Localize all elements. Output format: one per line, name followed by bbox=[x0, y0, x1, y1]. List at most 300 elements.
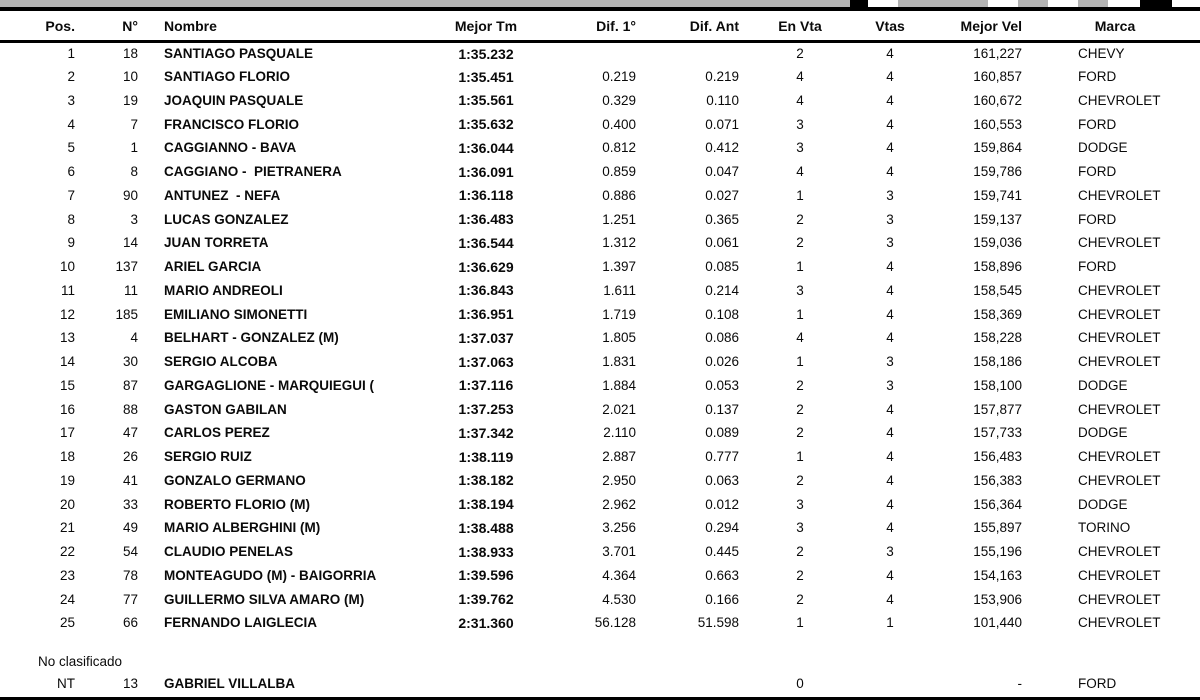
cell-best-speed: 159,786 bbox=[973, 164, 1022, 180]
cell-driver-name: GONZALO GERMANO bbox=[164, 472, 306, 488]
not-classified-table bbox=[0, 672, 1200, 696]
cell-laps: 4 bbox=[886, 259, 894, 275]
table-row bbox=[0, 255, 1200, 279]
table-row bbox=[0, 207, 1200, 231]
cell-on-lap: 4 bbox=[796, 92, 804, 108]
cell-gap-to-first: 1.719 bbox=[602, 306, 636, 322]
cell-brand: CHEVROLET bbox=[1078, 567, 1161, 583]
cell-brand: CHEVROLET bbox=[1078, 92, 1161, 108]
cell-best-speed: 160,553 bbox=[973, 116, 1022, 132]
cell-car-number: 41 bbox=[122, 472, 138, 488]
table-row bbox=[0, 672, 1200, 696]
cell-gap-to-prev: 0.086 bbox=[705, 330, 739, 346]
cell-gap-to-prev: 0.089 bbox=[705, 425, 739, 441]
col-header-best-speed: Mejor Vel bbox=[935, 12, 1030, 41]
cell-gap-to-prev: 0.777 bbox=[705, 449, 739, 465]
cell-gap-to-first: 2.962 bbox=[602, 496, 636, 512]
cell-brand: TORINO bbox=[1078, 520, 1131, 536]
table-row bbox=[0, 421, 1200, 445]
cell-gap-to-prev: 0.108 bbox=[705, 306, 739, 322]
cell-car-number: 49 bbox=[122, 520, 138, 536]
table-row bbox=[0, 231, 1200, 255]
cell-brand: CHEVROLET bbox=[1078, 354, 1161, 370]
cell-gap-to-first: 1.312 bbox=[602, 235, 636, 251]
cell-position: 5 bbox=[67, 140, 75, 156]
cell-driver-name: MARIO ANDREOLI bbox=[164, 282, 283, 298]
cell-best-speed: 159,036 bbox=[973, 235, 1022, 251]
cell-car-number: 77 bbox=[122, 591, 138, 607]
table-row bbox=[0, 587, 1200, 611]
cell-driver-name: GASTON GABILAN bbox=[164, 401, 287, 417]
cell-brand: FORD bbox=[1078, 676, 1117, 692]
cell-driver-name: GARGAGLIONE - MARQUIEGUI ( bbox=[164, 377, 374, 393]
cell-brand: CHEVROLET bbox=[1078, 449, 1161, 465]
table-header-row bbox=[0, 12, 1200, 41]
cell-on-lap: 1 bbox=[796, 449, 804, 465]
checkered-banner bbox=[0, 0, 1200, 12]
cell-best-speed: 153,906 bbox=[973, 591, 1022, 607]
cell-driver-name: GUILLERMO SILVA AMARO (M) bbox=[164, 591, 365, 607]
cell-car-number: 8 bbox=[130, 164, 138, 180]
cell-on-lap: 2 bbox=[796, 211, 804, 227]
table-row bbox=[0, 540, 1200, 564]
cell-gap-to-prev: 0.047 bbox=[705, 164, 739, 180]
cell-best-speed: 160,857 bbox=[973, 69, 1022, 85]
table-row bbox=[0, 41, 1200, 65]
cell-best-speed: 158,545 bbox=[973, 282, 1022, 298]
cell-best-speed: 156,483 bbox=[973, 449, 1022, 465]
table-row bbox=[0, 160, 1200, 184]
cell-gap-to-prev: 0.071 bbox=[705, 116, 739, 132]
cell-best-time: 1:37.342 bbox=[458, 424, 514, 441]
cell-best-time: 1:35.232 bbox=[458, 45, 514, 62]
cell-position: 18 bbox=[59, 449, 75, 465]
cell-best-time: 1:36.629 bbox=[458, 258, 514, 275]
cell-car-number: 78 bbox=[122, 567, 138, 583]
cell-position: 13 bbox=[59, 330, 75, 346]
cell-position: 20 bbox=[59, 496, 75, 512]
table-row bbox=[0, 302, 1200, 326]
banner-gray-bar bbox=[0, 0, 850, 7]
cell-best-speed: - bbox=[1017, 676, 1022, 692]
cell-driver-name: CLAUDIO PENELAS bbox=[164, 544, 294, 560]
cell-gap-to-first: 4.530 bbox=[602, 591, 636, 607]
cell-best-time: 1:35.561 bbox=[458, 92, 514, 109]
cell-gap-to-prev: 0.214 bbox=[705, 282, 739, 298]
banner-gray-block bbox=[1078, 0, 1108, 7]
cell-gap-to-first: 0.859 bbox=[602, 164, 636, 180]
cell-gap-to-prev: 0.412 bbox=[705, 140, 739, 156]
table-row bbox=[0, 89, 1200, 113]
cell-best-time: 1:37.116 bbox=[458, 377, 514, 394]
cell-position: 21 bbox=[59, 520, 75, 536]
cell-brand: FORD bbox=[1078, 259, 1117, 275]
cell-laps: 4 bbox=[886, 425, 894, 441]
cell-best-speed: 159,137 bbox=[973, 211, 1022, 227]
cell-driver-name: FERNANDO LAIGLECIA bbox=[164, 615, 317, 631]
cell-best-time: 1:38.182 bbox=[458, 472, 514, 489]
cell-position: 17 bbox=[59, 425, 75, 441]
col-header-brand: Marca bbox=[1030, 12, 1200, 41]
cell-position: 4 bbox=[67, 116, 75, 132]
cell-position: 12 bbox=[59, 306, 75, 322]
cell-gap-to-prev: 0.027 bbox=[705, 187, 739, 203]
cell-driver-name: BELHART - GONZALEZ (M) bbox=[164, 330, 339, 346]
cell-gap-to-prev: 0.663 bbox=[705, 567, 739, 583]
cell-gap-to-first: 0.886 bbox=[602, 187, 636, 203]
results-table bbox=[0, 12, 1200, 635]
cell-best-time: 1:36.951 bbox=[458, 306, 514, 323]
table-row bbox=[0, 374, 1200, 398]
cell-laps: 4 bbox=[886, 520, 894, 536]
cell-car-number: 10 bbox=[122, 69, 138, 85]
cell-gap-to-first: 0.219 bbox=[602, 69, 636, 85]
col-header-gap-to-prev: Dif. Ant bbox=[650, 12, 755, 41]
cell-car-number: 18 bbox=[122, 46, 138, 62]
cell-laps: 4 bbox=[886, 567, 894, 583]
cell-on-lap: 2 bbox=[796, 567, 804, 583]
cell-driver-name: FRANCISCO FLORIO bbox=[164, 116, 299, 132]
cell-laps: 3 bbox=[886, 544, 894, 560]
cell-on-lap: 2 bbox=[796, 544, 804, 560]
table-row bbox=[0, 445, 1200, 469]
cell-car-number: 26 bbox=[122, 449, 138, 465]
cell-position: 3 bbox=[67, 92, 75, 108]
cell-best-speed: 158,369 bbox=[973, 306, 1022, 322]
cell-gap-to-first: 0.329 bbox=[602, 92, 636, 108]
cell-on-lap: 1 bbox=[796, 306, 804, 322]
table-row bbox=[0, 65, 1200, 89]
cell-gap-to-first: 1.251 bbox=[602, 211, 636, 227]
cell-best-time: 1:36.843 bbox=[458, 282, 514, 299]
cell-brand: DODGE bbox=[1078, 425, 1128, 441]
banner-gray-block bbox=[898, 0, 988, 7]
cell-on-lap: 3 bbox=[796, 496, 804, 512]
cell-car-number: 66 bbox=[122, 615, 138, 631]
cell-best-time: 1:37.037 bbox=[458, 329, 514, 346]
cell-gap-to-prev: 0.219 bbox=[705, 69, 739, 85]
table-row bbox=[0, 279, 1200, 303]
cell-on-lap: 1 bbox=[796, 615, 804, 631]
cell-gap-to-prev: 0.166 bbox=[705, 591, 739, 607]
cell-laps: 3 bbox=[886, 235, 894, 251]
cell-best-time: 1:36.544 bbox=[458, 234, 514, 251]
cell-best-speed: 154,163 bbox=[973, 567, 1022, 583]
cell-driver-name: SERGIO ALCOBA bbox=[164, 354, 278, 370]
table-row bbox=[0, 492, 1200, 516]
cell-on-lap: 4 bbox=[796, 69, 804, 85]
cell-on-lap: 4 bbox=[796, 164, 804, 180]
cell-gap-to-prev: 0.294 bbox=[705, 520, 739, 536]
cell-driver-name: ARIEL GARCIA bbox=[164, 259, 262, 275]
cell-laps: 4 bbox=[886, 282, 894, 298]
cell-driver-name: SERGIO RUIZ bbox=[164, 449, 252, 465]
cell-laps: 3 bbox=[886, 377, 894, 393]
cell-best-speed: 158,228 bbox=[973, 330, 1022, 346]
banner-black-block bbox=[850, 0, 868, 7]
cell-brand: FORD bbox=[1078, 69, 1117, 85]
cell-laps: 3 bbox=[886, 211, 894, 227]
cell-gap-to-prev bbox=[650, 41, 755, 65]
cell-gap-to-first bbox=[530, 672, 650, 696]
cell-gap-to-prev: 0.012 bbox=[705, 496, 739, 512]
cell-driver-name: MARIO ALBERGHINI (M) bbox=[164, 520, 321, 536]
cell-gap-to-first: 3.701 bbox=[602, 544, 636, 560]
cell-gap-to-first: 0.400 bbox=[602, 116, 636, 132]
cell-on-lap: 1 bbox=[796, 259, 804, 275]
table-row bbox=[0, 112, 1200, 136]
cell-on-lap: 1 bbox=[796, 354, 804, 370]
cell-best-speed: 155,897 bbox=[973, 520, 1022, 536]
cell-brand: CHEVY bbox=[1078, 46, 1125, 62]
cell-brand: FORD bbox=[1078, 211, 1117, 227]
cell-car-number: 185 bbox=[115, 306, 138, 322]
cell-best-time: 1:35.632 bbox=[458, 116, 514, 133]
cell-on-lap: 3 bbox=[796, 116, 804, 132]
col-header-car-number: N° bbox=[80, 12, 142, 41]
cell-brand: CHEVROLET bbox=[1078, 235, 1161, 251]
cell-laps: 4 bbox=[886, 164, 894, 180]
cell-driver-name: ANTUNEZ - NEFA bbox=[164, 187, 281, 203]
table-row bbox=[0, 397, 1200, 421]
cell-brand: CHEVROLET bbox=[1078, 187, 1161, 203]
cell-on-lap: 2 bbox=[796, 46, 804, 62]
col-header-driver-name: Nombre bbox=[142, 12, 442, 41]
cell-best-speed: 157,877 bbox=[973, 401, 1022, 417]
cell-best-time: 1:37.063 bbox=[458, 353, 514, 370]
cell-gap-to-prev: 0.026 bbox=[705, 354, 739, 370]
col-header-position: Pos. bbox=[0, 12, 80, 41]
cell-laps: 4 bbox=[886, 92, 894, 108]
cell-gap-to-first: 2.110 bbox=[603, 425, 636, 441]
table-row bbox=[0, 136, 1200, 160]
cell-position: NT bbox=[57, 676, 75, 692]
cell-gap-to-first: 1.831 bbox=[602, 354, 636, 370]
cell-laps: 4 bbox=[886, 591, 894, 607]
cell-driver-name: EMILIANO SIMONETTI bbox=[164, 306, 308, 322]
cell-gap-to-first: 56.128 bbox=[594, 615, 636, 631]
table-row bbox=[0, 326, 1200, 350]
cell-gap-to-prev: 0.063 bbox=[705, 472, 739, 488]
table-row bbox=[0, 611, 1200, 635]
cell-gap-to-prev: 0.137 bbox=[705, 401, 739, 417]
cell-on-lap: 3 bbox=[796, 140, 804, 156]
cell-position: 11 bbox=[60, 282, 75, 298]
cell-on-lap: 4 bbox=[796, 330, 804, 346]
cell-gap-to-first: 2.887 bbox=[602, 449, 636, 465]
cell-best-speed: 159,741 bbox=[973, 187, 1022, 203]
not-classified-label: No clasificado bbox=[38, 653, 123, 669]
cell-laps: 4 bbox=[886, 496, 894, 512]
cell-on-lap: 2 bbox=[796, 425, 804, 441]
cell-driver-name: JOAQUIN PASQUALE bbox=[164, 92, 304, 108]
cell-best-time: 1:37.253 bbox=[458, 401, 514, 418]
cell-laps: 4 bbox=[886, 472, 894, 488]
cell-position: 14 bbox=[59, 354, 75, 370]
cell-on-lap: 2 bbox=[796, 472, 804, 488]
cell-on-lap: 3 bbox=[796, 520, 804, 536]
cell-best-time: 1:36.044 bbox=[458, 139, 514, 156]
cell-position: 24 bbox=[59, 591, 75, 607]
cell-brand: CHEVROLET bbox=[1078, 401, 1161, 417]
cell-best-speed: 156,364 bbox=[973, 496, 1022, 512]
cell-brand: CHEVROLET bbox=[1078, 472, 1161, 488]
cell-gap-to-prev: 0.053 bbox=[705, 377, 739, 393]
cell-gap-to-first: 4.364 bbox=[602, 567, 636, 583]
cell-car-number: 19 bbox=[122, 92, 138, 108]
cell-brand: FORD bbox=[1078, 116, 1117, 132]
cell-brand: CHEVROLET bbox=[1078, 591, 1161, 607]
cell-on-lap: 3 bbox=[796, 282, 804, 298]
cell-best-time: 1:38.194 bbox=[458, 496, 514, 513]
table-row bbox=[0, 184, 1200, 208]
cell-best-speed: 157,733 bbox=[973, 425, 1022, 441]
cell-car-number: 88 bbox=[122, 401, 138, 417]
cell-best-time: 1:38.119 bbox=[458, 448, 514, 465]
cell-driver-name: LUCAS GONZALEZ bbox=[164, 211, 289, 227]
cell-best-speed: 158,896 bbox=[973, 259, 1022, 275]
cell-laps bbox=[845, 672, 935, 696]
cell-driver-name: CAGGIANO - PIETRANERA bbox=[164, 164, 342, 180]
cell-laps: 3 bbox=[886, 187, 894, 203]
cell-car-number: 90 bbox=[122, 187, 138, 203]
col-header-laps: Vtas bbox=[845, 12, 935, 41]
cell-gap-to-prev: 0.085 bbox=[705, 259, 739, 275]
cell-driver-name: ROBERTO FLORIO (M) bbox=[164, 496, 310, 512]
cell-gap-to-first: 2.021 bbox=[602, 401, 636, 417]
cell-best-time: 1:36.118 bbox=[458, 187, 514, 204]
cell-brand: FORD bbox=[1078, 164, 1117, 180]
cell-laps: 4 bbox=[886, 46, 894, 62]
cell-gap-to-prev: 0.445 bbox=[705, 544, 739, 560]
cell-laps: 1 bbox=[886, 615, 894, 631]
cell-car-number: 1 bbox=[130, 140, 138, 156]
cell-best-speed: 159,864 bbox=[973, 140, 1022, 156]
banner-rule bbox=[0, 7, 1200, 11]
cell-laps: 4 bbox=[886, 306, 894, 322]
cell-laps: 4 bbox=[886, 140, 894, 156]
cell-brand: DODGE bbox=[1078, 140, 1128, 156]
cell-car-number: 11 bbox=[123, 282, 138, 298]
cell-position: 15 bbox=[59, 377, 75, 393]
cell-position: 7 bbox=[67, 187, 75, 203]
cell-best-time: 1:39.762 bbox=[458, 591, 514, 608]
cell-brand: CHEVROLET bbox=[1078, 282, 1161, 298]
cell-gap-to-first: 1.611 bbox=[603, 282, 636, 298]
cell-car-number: 30 bbox=[122, 354, 138, 370]
cell-best-speed: 160,672 bbox=[973, 92, 1022, 108]
cell-position: 19 bbox=[59, 472, 75, 488]
cell-driver-name: CAGGIANNO - BAVA bbox=[164, 140, 297, 156]
cell-laps: 4 bbox=[886, 69, 894, 85]
cell-laps: 4 bbox=[886, 116, 894, 132]
cell-car-number: 54 bbox=[122, 544, 138, 560]
cell-brand: CHEVROLET bbox=[1078, 615, 1161, 631]
cell-best-speed: 161,227 bbox=[973, 46, 1022, 62]
cell-car-number: 137 bbox=[115, 259, 138, 275]
cell-on-lap: 2 bbox=[796, 591, 804, 607]
cell-brand: CHEVROLET bbox=[1078, 330, 1161, 346]
cell-gap-to-first: 1.884 bbox=[602, 377, 636, 393]
cell-best-speed: 155,196 bbox=[973, 544, 1022, 560]
cell-position: 22 bbox=[59, 544, 75, 560]
cell-best-time: 1:36.091 bbox=[458, 163, 514, 180]
cell-gap-to-prev: 0.365 bbox=[705, 211, 739, 227]
cell-laps: 4 bbox=[886, 401, 894, 417]
cell-position: 6 bbox=[67, 164, 75, 180]
cell-best-speed: 101,440 bbox=[973, 615, 1022, 631]
cell-gap-to-first: 2.950 bbox=[602, 472, 636, 488]
results-area bbox=[0, 12, 1200, 696]
cell-best-time: 1:35.451 bbox=[458, 68, 514, 85]
cell-position: 2 bbox=[67, 69, 75, 85]
table-row bbox=[0, 564, 1200, 588]
cell-laps: 3 bbox=[886, 354, 894, 370]
cell-best-speed: 158,100 bbox=[973, 377, 1022, 393]
cell-gap-to-first: 1.397 bbox=[602, 259, 636, 275]
table-row bbox=[0, 350, 1200, 374]
cell-on-lap: 2 bbox=[796, 401, 804, 417]
cell-gap-to-prev: 0.110 bbox=[706, 92, 739, 108]
cell-best-time: 1:38.488 bbox=[458, 519, 514, 536]
cell-position: 16 bbox=[59, 401, 75, 417]
cell-driver-name: SANTIAGO FLORIO bbox=[164, 69, 290, 85]
cell-on-lap: 2 bbox=[796, 235, 804, 251]
col-header-gap-to-first: Dif. 1° bbox=[530, 12, 650, 41]
cell-best-time: 1:39.596 bbox=[458, 567, 514, 584]
col-header-best-time: Mejor Tm bbox=[442, 12, 530, 41]
cell-best-speed: 158,186 bbox=[973, 354, 1022, 370]
cell-brand: DODGE bbox=[1078, 377, 1128, 393]
cell-laps: 4 bbox=[886, 449, 894, 465]
cell-driver-name: MONTEAGUDO (M) - BAIGORRIA bbox=[164, 567, 377, 583]
table-row bbox=[0, 516, 1200, 540]
cell-best-time: 1:38.933 bbox=[458, 543, 514, 560]
cell-gap-to-prev: 51.598 bbox=[697, 615, 739, 631]
cell-car-number: 87 bbox=[122, 377, 138, 393]
cell-driver-name: GABRIEL VILLALBA bbox=[164, 676, 295, 692]
cell-position: 8 bbox=[67, 211, 75, 227]
col-header-on-lap: En Vta bbox=[755, 12, 845, 41]
cell-gap-to-first: 0.812 bbox=[602, 140, 636, 156]
cell-gap-to-first: 1.805 bbox=[602, 330, 636, 346]
cell-position: 9 bbox=[67, 235, 75, 251]
cell-position: 23 bbox=[59, 567, 75, 583]
cell-car-number: 33 bbox=[122, 496, 138, 512]
cell-car-number: 14 bbox=[122, 235, 138, 251]
table-row bbox=[0, 469, 1200, 493]
cell-car-number: 13 bbox=[122, 676, 138, 692]
cell-car-number: 7 bbox=[130, 116, 138, 132]
cell-laps: 4 bbox=[886, 330, 894, 346]
cell-car-number: 3 bbox=[130, 211, 138, 227]
cell-driver-name: CARLOS PEREZ bbox=[164, 425, 270, 441]
cell-gap-to-first: 3.256 bbox=[602, 520, 636, 536]
cell-best-speed: 156,383 bbox=[973, 472, 1022, 488]
cell-brand: DODGE bbox=[1078, 496, 1128, 512]
cell-best-time: 2:31.360 bbox=[458, 614, 514, 631]
cell-on-lap: 0 bbox=[796, 676, 804, 692]
banner-gray-block bbox=[1018, 0, 1048, 7]
cell-on-lap: 1 bbox=[796, 187, 804, 203]
cell-brand: CHEVROLET bbox=[1078, 306, 1161, 322]
cell-driver-name: JUAN TORRETA bbox=[164, 235, 269, 251]
cell-position: 25 bbox=[59, 615, 75, 631]
cell-position: 10 bbox=[59, 259, 75, 275]
cell-best-time: 1:36.483 bbox=[458, 211, 514, 228]
cell-gap-to-prev: 0.061 bbox=[705, 235, 739, 251]
cell-gap-to-prev bbox=[650, 672, 755, 696]
